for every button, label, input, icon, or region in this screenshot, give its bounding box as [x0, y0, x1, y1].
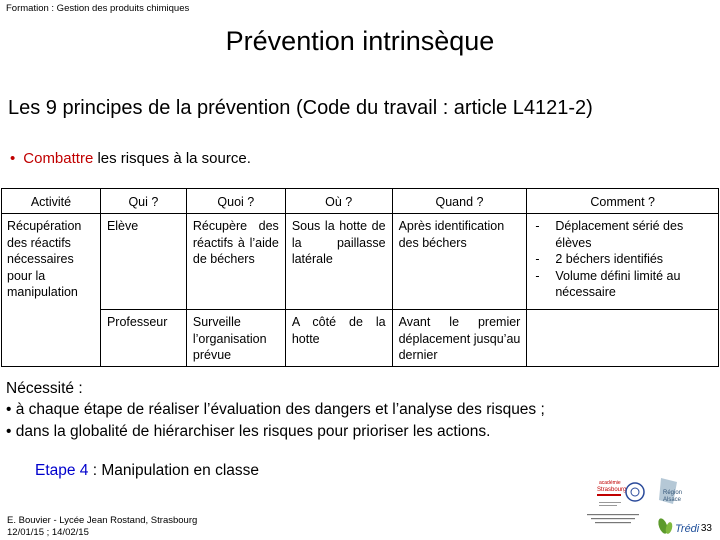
svg-text:Trédi: Trédi [675, 523, 700, 535]
col-header-activite: Activité [2, 189, 101, 214]
necessite-item: • à chaque étape de réaliser l’évaluation des dangers et l’analyse des risques ; [6, 401, 545, 419]
etape-line [35, 462, 259, 480]
principle-text: les risques à la source. [93, 150, 251, 167]
region-alsace-logo [659, 478, 682, 504]
svg-text:Strasbourg: Strasbourg [597, 487, 627, 493]
col-header-ou: Où ? [285, 189, 392, 214]
footer-dates: 12/01/15 ; 14/02/15 [7, 527, 89, 539]
header-label: Formation : Gestion des produits chimiques [6, 3, 190, 14]
necessite-item: • dans la globalité de hiérarchiser les risques pour prioriser les actions. [6, 422, 491, 440]
svg-text:Alsace: Alsace [663, 497, 682, 503]
partner-logos [585, 470, 700, 540]
academie-strasbourg-logo [597, 480, 626, 506]
tredi-logo [675, 523, 700, 535]
logos-graphic [585, 470, 700, 540]
comment-list: - Déplacement sérié des élèves - 2 béchers identifiés - Volume défini limité au nécessaire [533, 218, 712, 301]
list-item: - 2 béchers identifiés [535, 252, 664, 266]
necessite-heading: Nécessité : [6, 380, 83, 397]
page-number: 33 [700, 523, 712, 534]
footer [7, 515, 197, 540]
list-item: - Volume défini limité au nécessaire [535, 268, 681, 299]
svg-text:Région: Région [663, 490, 683, 496]
ministry-text [587, 514, 639, 523]
comment-cell [527, 214, 719, 310]
col-header-quand: Quand ? [392, 189, 527, 214]
bullet-dot: • [10, 150, 16, 167]
necessite-block [6, 378, 545, 442]
col-header-quoi: Quoi ? [186, 189, 285, 214]
table-row [2, 310, 719, 367]
list-item: Déplacement sérié des élèves [555, 219, 684, 250]
qui-cell: Elève [100, 214, 186, 310]
principle-bullet [10, 150, 251, 167]
quand-cell: Avant le premier déplacement jusqu’au dernier [392, 310, 527, 367]
emblem-logo [626, 483, 644, 501]
principle-keyword: Combattre [23, 150, 94, 167]
quand-cell: Après identification des béchers [392, 214, 527, 310]
etape-label: Etape 4 [35, 462, 89, 479]
col-header-qui: Qui ? [100, 189, 186, 214]
qui-cell: Professeur [100, 310, 186, 367]
comment-cell [527, 310, 719, 367]
slide-title: Prévention intrinsèque [225, 26, 495, 56]
leaf-icon [657, 517, 674, 535]
quoi-cell: Surveille l’organisation prévue [186, 310, 285, 367]
etape-text: : Manipulation en classe [88, 462, 260, 479]
ou-cell: A côté de la hotte [285, 310, 392, 367]
slide-subtitle: Les 9 principes de la prévention (Code du travail : article L4121-2) [8, 97, 593, 119]
col-header-comment: Comment ? [527, 189, 719, 214]
table-row [2, 214, 719, 310]
activity-cell: Récupération des réactifs nécessaires pour la manipulation [2, 214, 101, 367]
ou-cell: Sous la hotte de la paillasse latérale [285, 214, 392, 310]
footer-author: E. Bouvier - Lycée Jean Rostand, Strasbourg [7, 515, 198, 526]
table-header-row [2, 189, 719, 214]
risk-table [1, 188, 719, 367]
quoi-cell: Récupère des réactifs à l’aide de béchers [186, 214, 285, 310]
svg-text:académie: académie [599, 480, 621, 486]
